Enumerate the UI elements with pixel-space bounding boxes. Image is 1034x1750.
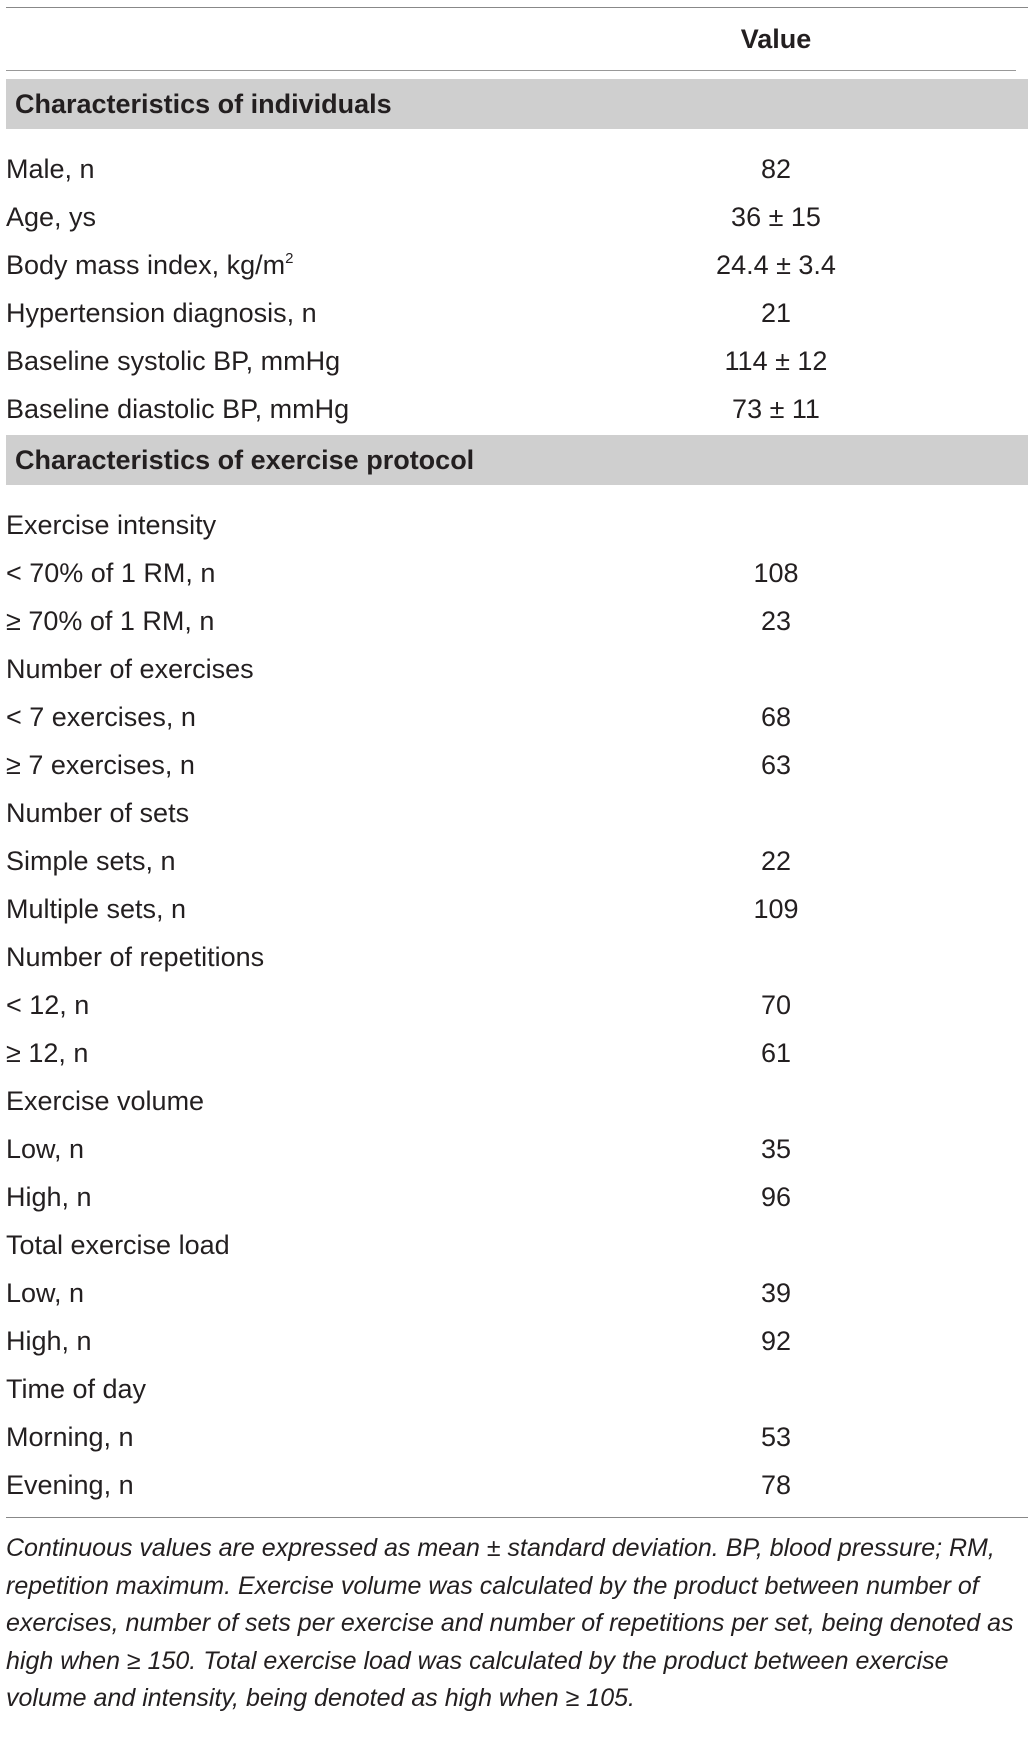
table-row — [6, 1413, 1028, 1461]
row-value: 23 — [760, 606, 792, 636]
table-body — [6, 79, 1028, 1509]
table-row — [6, 1221, 1028, 1269]
table-row — [6, 885, 1028, 933]
row-label-text: Time of day — [6, 1374, 147, 1404]
table-row — [6, 1461, 1028, 1509]
row-label-text: Total exercise load — [6, 1230, 230, 1260]
row-label-text: Age, ys — [6, 202, 97, 232]
section-title: Characteristics of exercise protocol — [15, 445, 475, 475]
table-header-row — [6, 8, 1028, 70]
table-row — [6, 693, 1028, 741]
table-row — [6, 549, 1028, 597]
row-label-text: Male, n — [6, 154, 95, 184]
row-label-text: < 7 exercises, n — [6, 702, 196, 732]
row-label — [6, 501, 216, 549]
row-label-text: < 70% of 1 RM, n — [6, 558, 216, 588]
row-value: 92 — [760, 1326, 792, 1356]
row-label — [6, 1317, 92, 1365]
row-label-text: Baseline systolic BP, mmHg — [6, 346, 341, 376]
row-value: 68 — [760, 702, 792, 732]
row-label — [6, 289, 317, 337]
table-row — [6, 337, 1028, 385]
row-label — [6, 1029, 88, 1077]
table-row — [6, 1125, 1028, 1173]
table-row — [6, 1365, 1028, 1413]
row-label-text: Exercise intensity — [6, 510, 217, 540]
table-row — [6, 385, 1028, 433]
row-label-text: High, n — [6, 1182, 92, 1212]
row-label-text: Low, n — [6, 1278, 85, 1308]
row-label-superscript: 2 — [285, 250, 294, 267]
row-label-text: Body mass index, kg/m — [6, 250, 286, 280]
row-label — [6, 693, 196, 741]
row-label-text: Number of sets — [6, 798, 190, 828]
table-row — [6, 1269, 1028, 1317]
row-value: 24.4 ± 3.4 — [716, 250, 836, 280]
table-row — [6, 1029, 1028, 1077]
row-label — [6, 1221, 230, 1269]
row-label — [6, 241, 293, 289]
row-label — [6, 1365, 146, 1413]
row-label-text: Low, n — [6, 1134, 85, 1164]
row-label-text: Multiple sets, n — [6, 894, 187, 924]
row-label — [6, 1413, 134, 1461]
section-header — [6, 435, 1028, 485]
row-value: 73 ± 11 — [732, 394, 820, 424]
row-label-text: Morning, n — [6, 1422, 134, 1452]
row-label-text: < 12, n — [6, 990, 90, 1020]
table-row — [6, 1077, 1028, 1125]
row-label-text: Evening, n — [6, 1470, 134, 1500]
row-value: 21 — [760, 298, 792, 328]
row-label-text: ≥ 7 exercises, n — [6, 750, 195, 780]
row-label-text: Number of exercises — [6, 654, 254, 684]
table-row — [6, 145, 1028, 193]
row-label — [6, 1461, 134, 1509]
section-title: Characteristics of individuals — [15, 89, 392, 119]
row-label-text: High, n — [6, 1326, 92, 1356]
row-value: 70 — [760, 990, 792, 1020]
row-label — [6, 193, 96, 241]
table-row — [6, 981, 1028, 1029]
table-row — [6, 837, 1028, 885]
table-row — [6, 789, 1028, 837]
row-label — [6, 981, 89, 1029]
row-value: 82 — [760, 154, 792, 184]
row-value: 78 — [760, 1470, 792, 1500]
row-label — [6, 1269, 84, 1317]
row-label-text: Simple sets, n — [6, 846, 176, 876]
row-value: 35 — [760, 1134, 792, 1164]
row-value: 36 ± 15 — [731, 202, 821, 232]
row-label — [6, 385, 349, 433]
row-label-text: Hypertension diagnosis, n — [6, 298, 317, 328]
table-row — [6, 1317, 1028, 1365]
row-label-text: Exercise volume — [6, 1086, 205, 1116]
row-label-text: ≥ 70% of 1 RM, n — [6, 606, 215, 636]
row-label — [6, 145, 95, 193]
row-value: 39 — [760, 1278, 792, 1308]
row-label — [6, 549, 215, 597]
row-label — [6, 885, 186, 933]
row-label — [6, 1077, 204, 1125]
table-row — [6, 741, 1028, 789]
row-label — [6, 933, 264, 981]
row-label-text: Number of repetitions — [6, 942, 265, 972]
value-column-header: Value — [740, 24, 812, 54]
table-row — [6, 289, 1028, 337]
row-label-text: ≥ 12, n — [6, 1038, 89, 1068]
row-value: 61 — [760, 1038, 792, 1068]
row-label — [6, 837, 176, 885]
table-row — [6, 933, 1028, 981]
characteristics-table — [6, 7, 1028, 1718]
table-row — [6, 645, 1028, 693]
row-value: 114 ± 12 — [724, 346, 828, 376]
row-value: 109 — [753, 894, 799, 924]
row-value: 63 — [760, 750, 792, 780]
row-value: 108 — [753, 558, 799, 588]
row-value: 22 — [760, 846, 792, 876]
table-row — [6, 501, 1028, 549]
row-value: 53 — [760, 1422, 792, 1452]
row-label — [6, 337, 340, 385]
table-row — [6, 193, 1028, 241]
row-label — [6, 1125, 84, 1173]
row-label — [6, 645, 254, 693]
table-row — [6, 241, 1028, 289]
row-label — [6, 741, 195, 789]
table-footnote: Continuous values are expressed as mean ± standard deviation. BP, blood pressure; RM, repetition maximum. Exercise volume was calculated by the product between number of exercises, number of sets per exercise and number of repetitions per set, being denoted as high when ≥ 150. Total exercise load was calculated by the product between exercise volume and intensity, being denoted as high when ≥ 105. — [6, 1534, 1014, 1712]
row-value: 96 — [760, 1182, 792, 1212]
table-row — [6, 1173, 1028, 1221]
row-label — [6, 789, 189, 837]
table-row — [6, 597, 1028, 645]
row-label-text: Baseline diastolic BP, mmHg — [6, 394, 350, 424]
row-label — [6, 1173, 92, 1221]
section-header — [6, 79, 1028, 129]
row-label — [6, 597, 214, 645]
